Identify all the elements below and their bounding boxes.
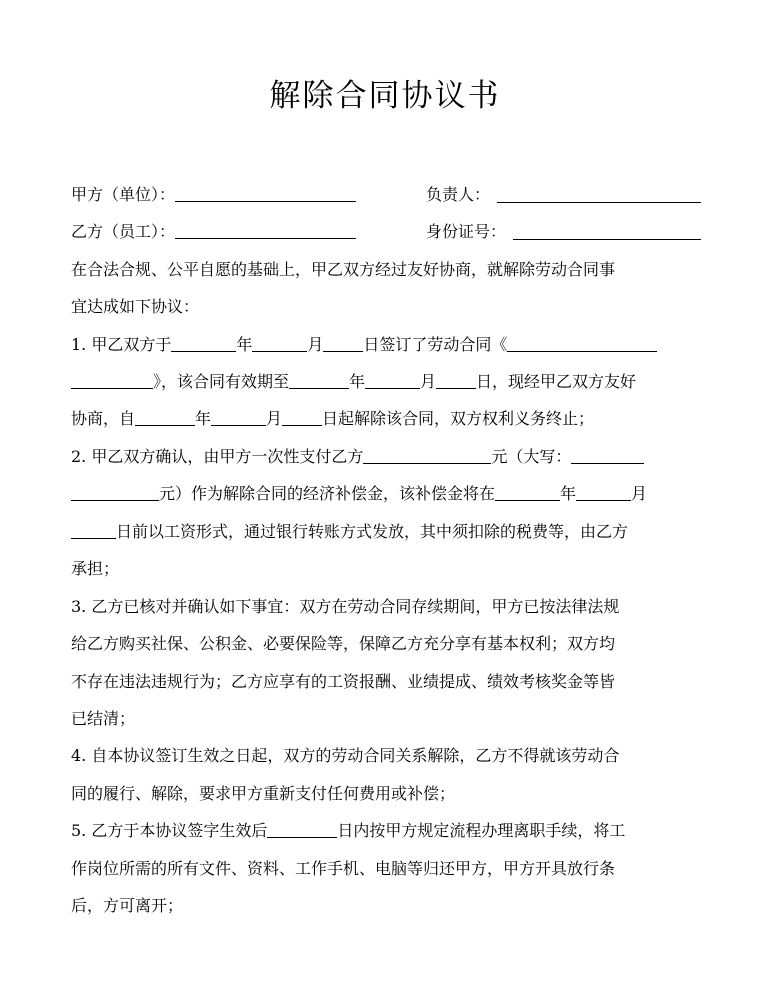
party-b-name-blank[interactable] [175, 222, 356, 239]
contract-name-blank-cont[interactable] [71, 372, 153, 389]
party-b-id-label: 身份证号： [426, 222, 507, 241]
pay-month-blank[interactable] [576, 484, 631, 501]
pay-year-blank[interactable] [495, 484, 560, 501]
clause-1-line-2 [71, 371, 701, 393]
valid-month-blank[interactable] [365, 372, 420, 389]
clause-1-text: 日签订了劳动合同《 [363, 335, 508, 354]
year-label: 年 [560, 484, 577, 503]
terminate-year-blank[interactable] [135, 409, 195, 426]
handover-days-blank[interactable] [267, 821, 337, 838]
pay-day-blank[interactable] [71, 522, 116, 539]
valid-day-blank[interactable] [436, 372, 476, 389]
party-a-rep-blank[interactable] [497, 186, 701, 203]
contract-name-blank[interactable] [507, 335, 657, 352]
clause-1-text: 日起解除该合同，双方权利义务终止； [322, 409, 595, 428]
document-title: 解除合同协议书 [269, 78, 501, 114]
clause-1-text: 日，现经甲乙双方友好 [476, 372, 637, 391]
clause-1-text: 》，该合同有效期至 [153, 372, 290, 391]
month-label: 月 [420, 372, 437, 391]
clause-4-line-2: 同的履行、解除，要求甲方重新支付任何费用或补偿； [71, 784, 456, 803]
clause-2-line-1 [71, 446, 701, 468]
year-label: 年 [349, 372, 366, 391]
clause-2-text: 元（大写： [491, 447, 572, 466]
party-a-rep-label: 负责人： [426, 185, 491, 204]
clause-1-line-3 [71, 408, 701, 430]
clause-1-text: 1. 甲乙双方于 [71, 335, 172, 354]
clause-5-text: 5. 乙方于本协议签字生效后 [71, 821, 268, 840]
sign-year-blank[interactable] [171, 335, 236, 352]
party-b-row [71, 221, 701, 243]
amount-words-blank[interactable] [571, 447, 644, 464]
party-a-row [71, 184, 701, 206]
intro-line-1: 在合法合规、公平自愿的基础上，甲乙双方经过友好协商，就解除劳动合同事 [71, 260, 616, 279]
amount-words-blank-cont[interactable] [71, 484, 159, 501]
clause-2-line-2 [71, 483, 701, 505]
terminate-day-blank[interactable] [282, 409, 322, 426]
clause-3-line-4: 已结清； [71, 709, 136, 728]
sign-day-blank[interactable] [323, 335, 363, 352]
amount-blank[interactable] [363, 447, 491, 464]
clause-3-line-3: 不存在违法违规行为；乙方应享有的工资报酬、业绩提成、绩效考核奖金等皆 [71, 672, 616, 691]
clause-4-line-1: 4. 自本协议签订生效之日起，双方的劳动合同关系解除，乙方不得就该劳动合 [71, 746, 620, 765]
month-label: 月 [631, 484, 648, 503]
sign-month-blank[interactable] [252, 335, 307, 352]
party-b-label: 乙方（员工）： [71, 222, 176, 241]
terminate-month-blank[interactable] [211, 409, 266, 426]
clause-3-line-2: 给乙方购买社保、公积金、必要保险等，保障乙方充分享有基本权利；双方均 [71, 634, 616, 653]
clause-3-line-1: 3. 乙方已核对并确认如下事宜：双方在劳动合同存续期间，甲方已按法律法规 [71, 597, 620, 616]
clause-2-text: 2. 甲乙双方确认，由甲方一次性支付乙方 [71, 447, 364, 466]
clause-5-line-1 [71, 820, 701, 842]
party-a-label: 甲方（单位）： [71, 185, 176, 204]
clause-5-line-3: 后，方可离开； [71, 896, 184, 915]
month-label: 月 [307, 335, 324, 354]
valid-year-blank[interactable] [289, 372, 349, 389]
clause-1-line-1 [71, 334, 701, 356]
clause-5-text: 日内按甲方规定流程办理离职手续，将工 [337, 821, 626, 840]
month-label: 月 [266, 409, 283, 428]
clause-2-line-4: 承担； [71, 559, 120, 578]
party-a-name-blank[interactable] [175, 185, 356, 202]
clause-2-text: 日前以工资形式，通过银行转账方式发放，其中须扣除的税费等，由乙方 [116, 522, 629, 541]
intro-line-2: 宜达成如下协议： [71, 297, 200, 316]
clause-1-text: 协商，自 [71, 409, 136, 428]
clause-5-line-2: 作岗位所需的所有文件、资料、工作手机、电脑等归还甲方，甲方开具放行条 [71, 859, 616, 878]
clause-2-text: 元）作为解除合同的经济补偿金，该补偿金将在 [159, 484, 496, 503]
year-label: 年 [236, 335, 253, 354]
year-label: 年 [195, 409, 212, 428]
clause-2-line-3 [71, 521, 701, 543]
party-b-id-blank[interactable] [513, 223, 701, 240]
